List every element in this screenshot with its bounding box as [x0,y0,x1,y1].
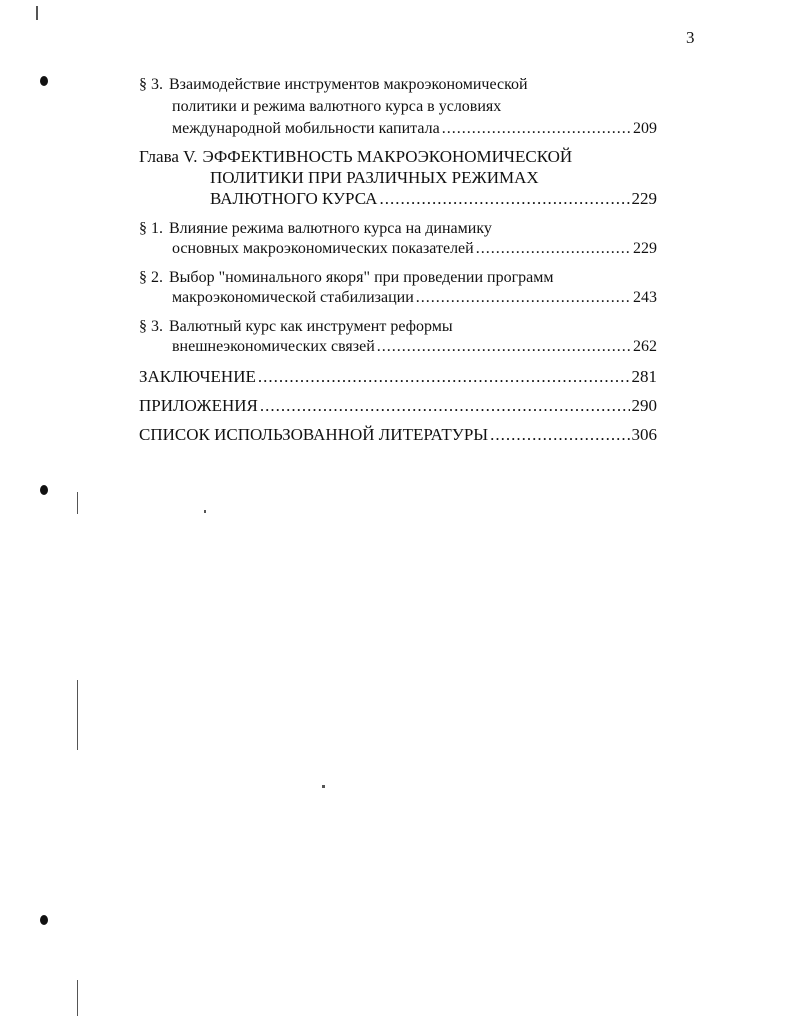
toc-page-number: 262 [633,338,657,355]
toc-entry-title: основных макроэкономических показателей [172,240,474,257]
scan-speck [77,980,78,1016]
toc-page-number: 306 [631,425,657,444]
toc-page-number: 243 [633,289,657,306]
toc-entry-title: Выбор "номинального якоря" при проведении программ [169,269,554,286]
toc-entry-section-2 [139,268,657,308]
toc-entry-prefix: § 2. [139,269,163,286]
toc-entry-prefix: § 3. [139,318,163,335]
toc-entry-title: Валютный курс как инструмент реформы [169,318,453,335]
toc-page-number: 290 [631,396,657,415]
scan-speck [322,785,325,788]
toc-entry-title: Взаимодействие инструментов макроэкономической [169,76,528,93]
scan-speck [36,6,38,20]
toc-entry-prefix: § 3. [139,76,163,93]
dot-leader [442,118,631,140]
toc-entry-section-3 [139,317,657,357]
table-of-contents [139,74,657,454]
toc-entry-ch4-section-3 [139,74,657,140]
toc-entry-title: внешнеэкономических связей [172,338,375,355]
dot-leader [260,395,630,416]
scan-speck [77,680,78,750]
toc-entry-title: ЭФФЕКТИВНОСТЬ МАКРОЭКОНОМИЧЕСКОЙ [202,147,573,166]
dot-leader [490,424,629,445]
toc-entry-bibliography [139,424,657,445]
dot-leader [476,239,631,259]
toc-entry-appendices [139,395,657,416]
toc-entry-chapter-5 [139,146,657,209]
dot-leader [379,188,629,209]
dot-leader [377,337,631,357]
toc-entry-prefix: Глава V. [139,147,198,166]
scan-speck [204,510,206,513]
punch-hole-mark [40,915,48,925]
toc-page-number: 209 [633,120,657,137]
toc-entry-title: политики и режима валютного курса в условиях [172,98,502,115]
punch-hole-mark [40,76,48,86]
toc-page-number: 281 [631,367,657,386]
punch-hole-mark [40,485,48,495]
dot-leader [258,366,630,387]
toc-entry-title: Влияние режима валютного курса на динамику [169,220,492,237]
toc-entry-title: ПРИЛОЖЕНИЯ [139,396,258,415]
toc-entry-conclusion [139,366,657,387]
toc-entry-title: международной мобильности капитала [172,120,440,137]
toc-entry-title: ПОЛИТИКИ ПРИ РАЗЛИЧНЫХ РЕЖИМАХ [210,168,539,187]
scan-speck [77,492,78,514]
toc-page-number: 229 [631,189,657,208]
toc-entry-title: макроэкономической стабилизации [172,289,414,306]
toc-entry-title: ЗАКЛЮЧЕНИЕ [139,367,256,386]
toc-entry-title: СПИСОК ИСПОЛЬЗОВАННОЙ ЛИТЕРАТУРЫ [139,425,489,444]
page-number: 3 [686,28,695,47]
toc-entry-prefix: § 1. [139,220,163,237]
toc-page-number: 229 [633,240,657,257]
toc-entry-section-1 [139,219,657,259]
dot-leader [416,288,631,308]
toc-entry-title: ВАЛЮТНОГО КУРСА [210,189,378,208]
